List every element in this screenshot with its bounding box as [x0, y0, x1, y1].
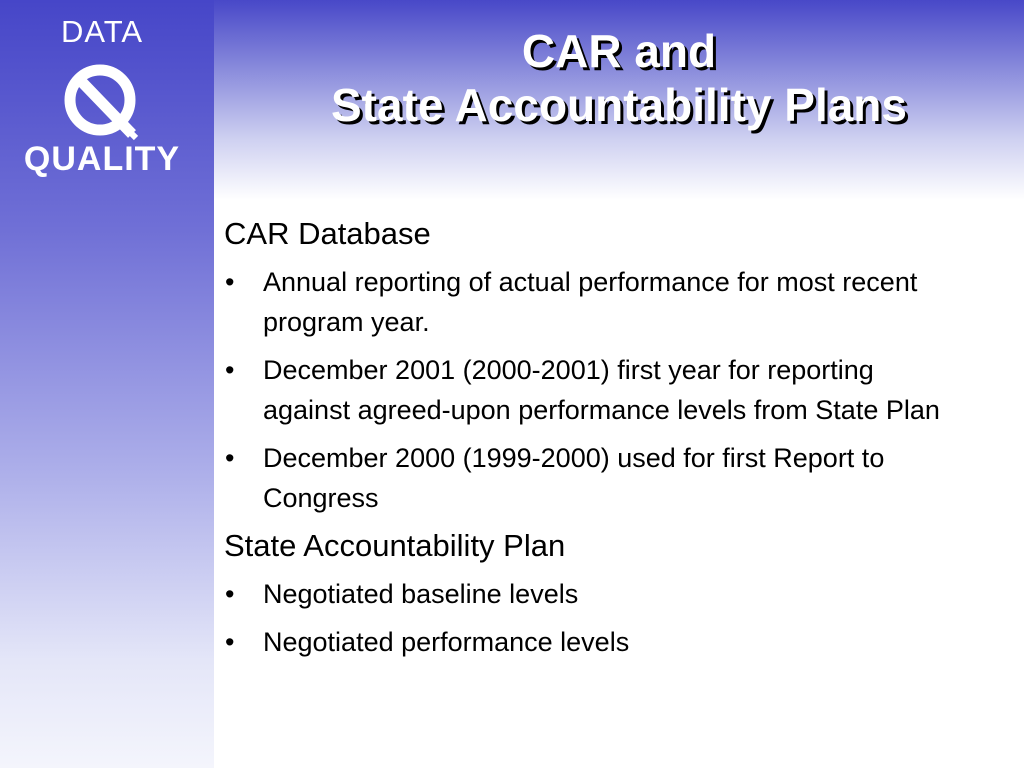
bullet-list-state-accountability-plan [224, 574, 1004, 662]
bullet-item [224, 438, 963, 518]
slide-title-line-2: State Accountability Plans [331, 79, 907, 131]
q-logo-icon [60, 60, 144, 144]
data-quality-logo [0, 0, 214, 200]
logo-top-text: DATA [60, 14, 144, 49]
slide-title-line-1: CAR and [521, 25, 717, 77]
logo-bottom-text: QUALITY [23, 140, 181, 178]
bullet-icon: • [225, 579, 235, 609]
bullet-text: December 2000 (1999-2000) used for first Report to Congress [263, 443, 885, 513]
section-heading-car-database: CAR Database [224, 216, 431, 251]
slide-title [214, 24, 1024, 132]
bullet-icon: • [225, 267, 235, 297]
bullet-text: December 2001 (2000-2001) first year for reporting against agreed-upon performance levels from State Plan [263, 355, 940, 425]
bullet-item [224, 262, 963, 342]
bullet-icon: • [225, 355, 235, 385]
bullet-text: Annual reporting of actual performance for most recent program year. [263, 267, 918, 337]
bullet-item [224, 350, 963, 430]
bullet-list-car-database [224, 262, 1004, 518]
bullet-item [224, 574, 963, 614]
bullet-text: Negotiated baseline levels [263, 579, 579, 609]
bullet-item [224, 622, 963, 662]
bullet-icon: • [225, 443, 235, 473]
bullet-icon: • [225, 627, 235, 657]
section-heading-state-accountability-plan: State Accountability Plan [224, 528, 566, 563]
bullet-text: Negotiated performance levels [263, 627, 630, 657]
slide-body [224, 214, 1004, 670]
